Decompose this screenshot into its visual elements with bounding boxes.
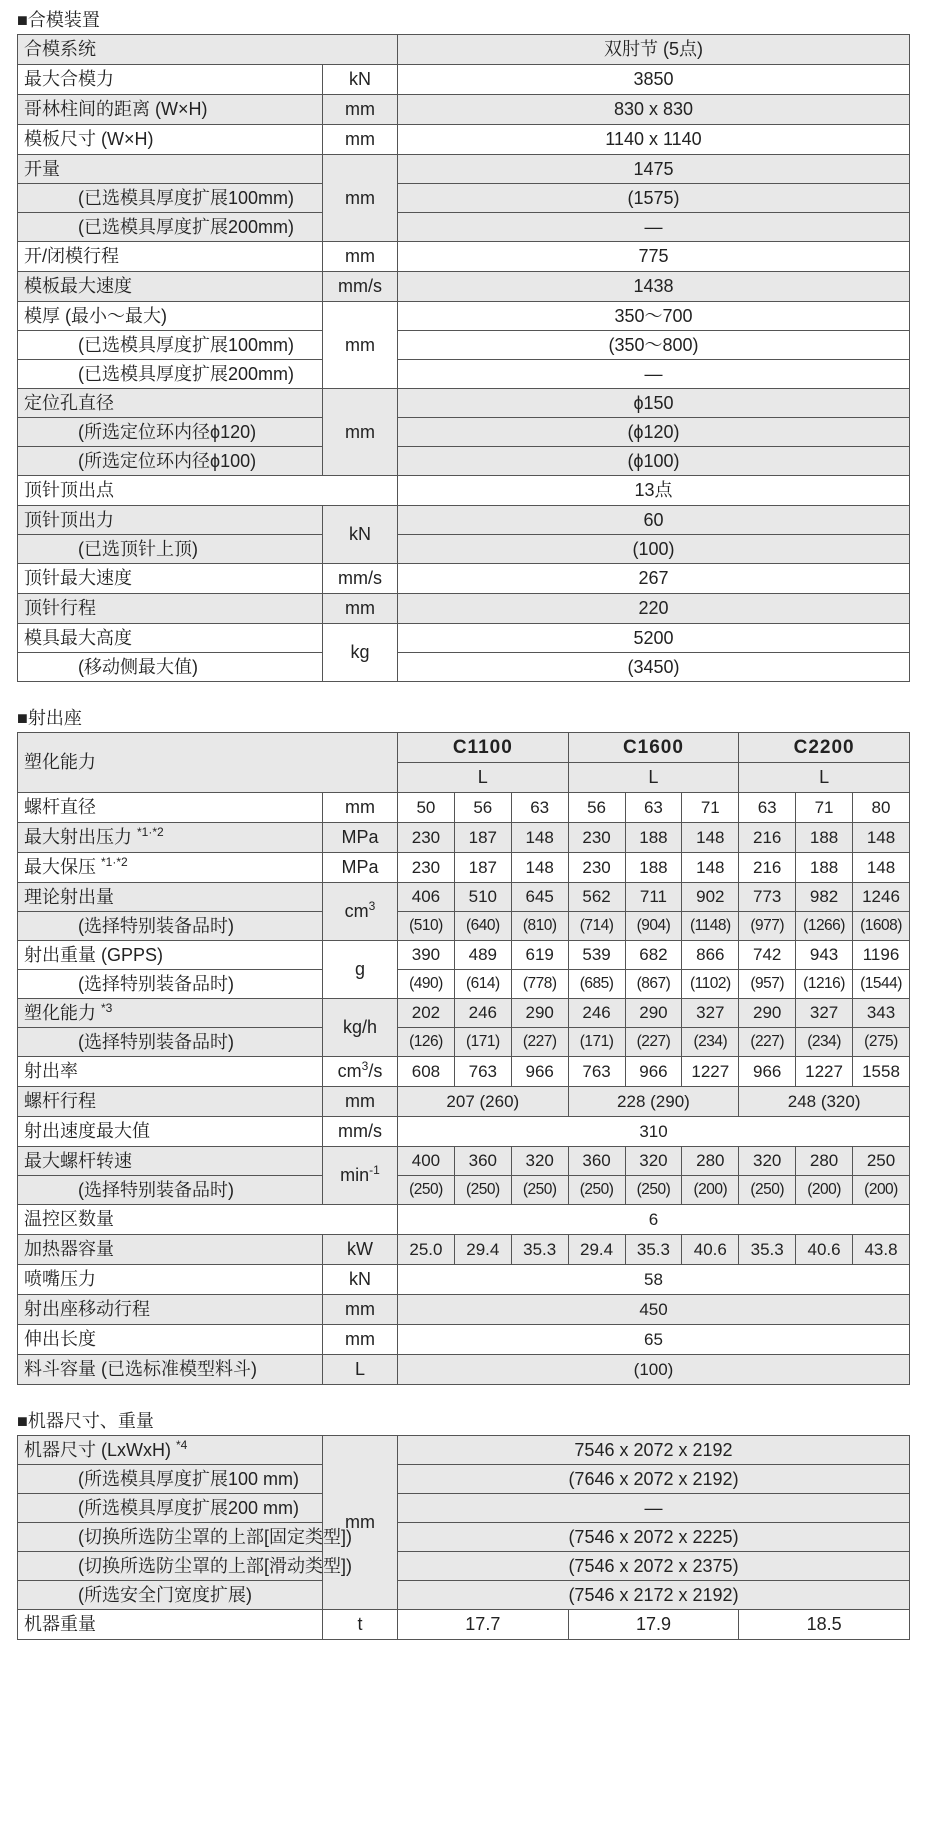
screw-rpm-value: 320 [739, 1147, 796, 1176]
screw-rpm-unit-sup: -1 [369, 1163, 380, 1177]
machine-size-sub-label: (所选安全门宽度扩展) [18, 1581, 323, 1610]
shot-weight-sub-value: (957) [739, 970, 796, 999]
machine-table [17, 1435, 910, 1640]
machine-size-sub-label: (切换所选防尘罩的上部[滑动类型]) [18, 1552, 323, 1581]
rate-value: 966 [625, 1057, 682, 1087]
machine-size-sub-value: (7546 x 2072 x 2375) [398, 1552, 910, 1581]
protrude-unit: mm [323, 1325, 398, 1355]
ejector-speed-value: 267 [398, 564, 910, 594]
theory-vol-sub-value: (810) [511, 912, 568, 941]
screw-dia-value: 63 [511, 793, 568, 823]
model-c2200-sub: L [739, 763, 910, 793]
ejector-speed-label: 顶针最大速度 [18, 564, 323, 594]
max-hold-value: 230 [568, 853, 625, 883]
shot-weight-sub-value: (490) [398, 970, 455, 999]
machine-weight-label: 机器重量 [18, 1610, 323, 1640]
opening-label: 开量 [18, 155, 323, 184]
carriage-label: 射出座移动行程 [18, 1295, 323, 1325]
screw-rpm-value: 360 [454, 1147, 511, 1176]
theory-vol-sub-value: (510) [398, 912, 455, 941]
carriage-unit: mm [323, 1295, 398, 1325]
platen-speed-label: 模板最大速度 [18, 272, 323, 302]
screw-dia-value: 63 [625, 793, 682, 823]
injection-table [17, 732, 910, 1385]
max-hold-value: 216 [739, 853, 796, 883]
mold-thick-sub1-label: (已选模具厚度扩展100mm) [18, 331, 323, 360]
screw-rpm-value: 320 [625, 1147, 682, 1176]
plast-value: 246 [454, 999, 511, 1028]
theory-vol-sub-value: (977) [739, 912, 796, 941]
screw-rpm-unit [323, 1147, 398, 1205]
plast-value: 246 [568, 999, 625, 1028]
screw-dia-value: 56 [568, 793, 625, 823]
theory-vol-label: 理论射出量 [18, 883, 323, 912]
inj-header-label: 塑化能力 [18, 733, 398, 793]
max-pressure-note: *1·*2 [137, 825, 164, 839]
plast-sub-value: (275) [853, 1028, 910, 1057]
theory-vol-sub-value: (714) [568, 912, 625, 941]
max-hold-value: 230 [398, 853, 455, 883]
stroke-value: 775 [398, 242, 910, 272]
shot-weight-sub-label: (选择特别装备品时) [18, 970, 323, 999]
max-pressure-label [18, 823, 323, 853]
opening-unit: mm [323, 155, 398, 242]
machine-size-value: 7546 x 2072 x 2192 [398, 1436, 910, 1465]
inj-speed-value: 310 [398, 1117, 910, 1147]
mold-thick-unit: mm [323, 302, 398, 389]
shot-weight-value: 866 [682, 941, 739, 970]
heater-value: 40.6 [682, 1235, 739, 1265]
heater-value: 29.4 [454, 1235, 511, 1265]
mold-thick-sub2-value: — [398, 360, 910, 389]
shot-weight-sub-value: (1216) [796, 970, 853, 999]
max-pressure-value: 230 [398, 823, 455, 853]
inj-speed-unit: mm/s [323, 1117, 398, 1147]
screw-dia-value: 71 [682, 793, 739, 823]
plast-value: 343 [853, 999, 910, 1028]
plast-sub-value: (171) [454, 1028, 511, 1057]
shot-weight-unit: g [323, 941, 398, 999]
rate-value: 1227 [796, 1057, 853, 1087]
ejector-force-unit: kN [323, 506, 398, 564]
section-title-machine: ■机器尺寸、重量 [17, 1411, 154, 1431]
heater-value: 35.3 [625, 1235, 682, 1265]
screw-rpm-label: 最大螺杆转速 [18, 1147, 323, 1176]
rate-label: 射出率 [18, 1057, 323, 1087]
shot-weight-sub-value: (685) [568, 970, 625, 999]
mold-thick-value: 350～700 [398, 302, 910, 331]
stroke-label: 开/闭模行程 [18, 242, 323, 272]
inj-speed-label: 射出速度最大值 [18, 1117, 323, 1147]
opening-sub1-value: (1575) [398, 184, 910, 213]
max-hold-note: *1·*2 [101, 855, 128, 869]
screw-rpm-sub-value: (250) [625, 1176, 682, 1205]
rate-value: 763 [454, 1057, 511, 1087]
theory-vol-sub-value: (1148) [682, 912, 739, 941]
rate-value: 763 [568, 1057, 625, 1087]
clamp-table [17, 34, 910, 682]
model-c1600-sub: L [568, 763, 739, 793]
screw-dia-label: 螺杆直径 [18, 793, 323, 823]
max-pressure-value: 230 [568, 823, 625, 853]
model-c1600: C1600 [568, 733, 739, 763]
platen-speed-unit: mm/s [323, 272, 398, 302]
section-title-clamp: ■合模装置 [17, 10, 100, 30]
max-hold-value: 188 [625, 853, 682, 883]
theory-vol-value: 982 [796, 883, 853, 912]
locate-sub2-label: (所选定位环内径ϕ100) [18, 447, 323, 476]
protrude-label: 伸出长度 [18, 1325, 323, 1355]
shot-weight-sub-value: (867) [625, 970, 682, 999]
screw-rpm-value: 320 [511, 1147, 568, 1176]
plast-value: 327 [796, 999, 853, 1028]
screw-rpm-sub-value: (250) [454, 1176, 511, 1205]
plast-text: 塑化能力 [24, 1003, 96, 1023]
heater-value: 35.3 [511, 1235, 568, 1265]
plast-label [18, 999, 323, 1028]
max-pressure-value: 148 [853, 823, 910, 853]
screw-dia-unit: mm [323, 793, 398, 823]
plast-sub-value: (234) [796, 1028, 853, 1057]
locate-label: 定位孔直径 [18, 389, 323, 418]
max-hold-value: 187 [454, 853, 511, 883]
machine-weight-value: 18.5 [739, 1610, 910, 1640]
plast-value: 202 [398, 999, 455, 1028]
shot-weight-value: 682 [625, 941, 682, 970]
max-hold-unit: MPa [323, 853, 398, 883]
max-hold-value: 148 [511, 853, 568, 883]
model-c1100-sub: L [398, 763, 569, 793]
nozzle-value: 58 [398, 1265, 910, 1295]
opening-value: 1475 [398, 155, 910, 184]
opening-sub2-value: — [398, 213, 910, 242]
screw-rpm-value: 360 [568, 1147, 625, 1176]
max-pressure-value: 216 [739, 823, 796, 853]
shot-weight-value: 390 [398, 941, 455, 970]
max-clamp-force-unit: kN [323, 65, 398, 95]
shot-weight-sub-value: (1544) [853, 970, 910, 999]
locate-sub2-value: (ϕ100) [398, 447, 910, 476]
plast-unit: kg/h [323, 999, 398, 1057]
theory-vol-value: 562 [568, 883, 625, 912]
theory-vol-value: 773 [739, 883, 796, 912]
theory-vol-value: 902 [682, 883, 739, 912]
max-pressure-text: 最大射出压力 [24, 827, 132, 847]
rate-unit-tail: /s [368, 1061, 383, 1081]
hopper-label: 料斗容量 (已选标准模型料斗) [18, 1355, 323, 1385]
heater-value: 25.0 [398, 1235, 455, 1265]
screw-stroke-value: 228 (290) [568, 1087, 739, 1117]
shot-weight-sub-value: (778) [511, 970, 568, 999]
screw-dia-value: 56 [454, 793, 511, 823]
ejector-stroke-value: 220 [398, 594, 910, 624]
tiebar-distance-value: 830 x 830 [398, 95, 910, 125]
screw-rpm-value: 280 [682, 1147, 739, 1176]
theory-vol-value: 711 [625, 883, 682, 912]
max-pressure-value: 188 [625, 823, 682, 853]
plast-value: 290 [625, 999, 682, 1028]
machine-size-sub-value: (7646 x 2072 x 2192) [398, 1465, 910, 1494]
locate-unit: mm [323, 389, 398, 476]
shot-weight-value: 742 [739, 941, 796, 970]
theory-vol-sub-value: (640) [454, 912, 511, 941]
machine-size-note: *4 [176, 1438, 188, 1452]
screw-dia-value: 80 [853, 793, 910, 823]
shot-weight-sub-value: (614) [454, 970, 511, 999]
plast-note: *3 [101, 1001, 113, 1015]
hopper-value: (100) [398, 1355, 910, 1385]
ejector-force-sub1-label: (已选顶针上顶) [18, 535, 323, 564]
machine-size-sub-value: (7546 x 2072 x 2225) [398, 1523, 910, 1552]
plast-sub-label: (选择特别装备品时) [18, 1028, 323, 1057]
mold-thick-sub2-label: (已选模具厚度扩展200mm) [18, 360, 323, 389]
mold-height-unit: kg [323, 624, 398, 682]
max-pressure-value: 188 [796, 823, 853, 853]
screw-stroke-unit: mm [323, 1087, 398, 1117]
ejector-force-label: 顶针顶出力 [18, 506, 323, 535]
screw-rpm-sub-value: (250) [398, 1176, 455, 1205]
model-c1100: C1100 [398, 733, 569, 763]
zones-label: 温控区数量 [18, 1205, 398, 1235]
max-pressure-value: 187 [454, 823, 511, 853]
heater-value: 43.8 [853, 1235, 910, 1265]
theory-vol-value: 645 [511, 883, 568, 912]
locate-sub1-value: (ϕ120) [398, 418, 910, 447]
screw-rpm-unit-text: min [340, 1165, 370, 1185]
screw-dia-value: 63 [739, 793, 796, 823]
opening-sub2-label: (已选模具厚度扩展200mm) [18, 213, 323, 242]
max-clamp-force-label: 最大合模力 [18, 65, 323, 95]
heater-label: 加热器容量 [18, 1235, 323, 1265]
screw-rpm-sub-value: (200) [853, 1176, 910, 1205]
plast-sub-value: (227) [739, 1028, 796, 1057]
ejector-stroke-label: 顶针行程 [18, 594, 323, 624]
model-c2200: C2200 [739, 733, 910, 763]
theory-vol-sub-label: (选择特别装备品时) [18, 912, 323, 941]
screw-rpm-sub-label: (选择特别装备品时) [18, 1176, 323, 1205]
max-hold-text: 最大保压 [24, 857, 96, 877]
mold-height-sub1-label: (移动侧最大值) [18, 653, 323, 682]
theory-vol-sub-value: (1266) [796, 912, 853, 941]
machine-size-text: 机器尺寸 (LxWxH) [24, 1440, 171, 1460]
screw-rpm-sub-value: (250) [739, 1176, 796, 1205]
protrude-value: 65 [398, 1325, 910, 1355]
machine-size-sub-label: (所选模具厚度扩展100 mm) [18, 1465, 323, 1494]
shot-weight-value: 489 [454, 941, 511, 970]
ejector-points-value: 13点 [398, 476, 910, 506]
rate-value: 966 [511, 1057, 568, 1087]
zones-value: 6 [398, 1205, 910, 1235]
plast-sub-value: (227) [511, 1028, 568, 1057]
machine-size-sub-label: (所选模具厚度扩展200 mm) [18, 1494, 323, 1523]
mold-thick-label: 模厚 (最小～最大) [18, 302, 323, 331]
shot-weight-value: 539 [568, 941, 625, 970]
max-clamp-force-value: 3850 [398, 65, 910, 95]
rate-value: 966 [739, 1057, 796, 1087]
mold-height-sub1-value: (3450) [398, 653, 910, 682]
screw-dia-value: 50 [398, 793, 455, 823]
plast-value: 327 [682, 999, 739, 1028]
screw-stroke-value: 207 (260) [398, 1087, 569, 1117]
plast-value: 290 [739, 999, 796, 1028]
heater-value: 40.6 [796, 1235, 853, 1265]
plast-sub-value: (171) [568, 1028, 625, 1057]
rate-value: 608 [398, 1057, 455, 1087]
platen-size-label: 模板尺寸 (W×H) [18, 125, 323, 155]
hopper-unit: L [323, 1355, 398, 1385]
screw-rpm-value: 400 [398, 1147, 455, 1176]
screw-rpm-value: 280 [796, 1147, 853, 1176]
carriage-value: 450 [398, 1295, 910, 1325]
theory-vol-unit [323, 883, 398, 941]
max-pressure-value: 148 [682, 823, 739, 853]
heater-value: 35.3 [739, 1235, 796, 1265]
theory-vol-unit-sup: 3 [368, 899, 376, 913]
tiebar-distance-label: 哥林柱间的距离 (W×H) [18, 95, 323, 125]
plast-sub-value: (126) [398, 1028, 455, 1057]
rate-value: 1558 [853, 1057, 910, 1087]
tiebar-distance-unit: mm [323, 95, 398, 125]
ejector-stroke-unit: mm [323, 594, 398, 624]
shot-weight-label: 射出重量 (GPPS) [18, 941, 323, 970]
machine-size-sub-label: (切换所选防尘罩的上部[固定类型]) [18, 1523, 323, 1552]
platen-speed-value: 1438 [398, 272, 910, 302]
ejector-force-value: 60 [398, 506, 910, 535]
machine-weight-unit: t [323, 1610, 398, 1640]
locate-value: ϕ150 [398, 389, 910, 418]
screw-rpm-sub-value: (250) [511, 1176, 568, 1205]
screw-rpm-value: 250 [853, 1147, 910, 1176]
max-pressure-value: 148 [511, 823, 568, 853]
theory-vol-value: 406 [398, 883, 455, 912]
machine-size-sub-value: — [398, 1494, 910, 1523]
mold-height-label: 模具最大高度 [18, 624, 323, 653]
max-pressure-unit: MPa [323, 823, 398, 853]
plast-sub-value: (227) [625, 1028, 682, 1057]
screw-rpm-sub-value: (200) [682, 1176, 739, 1205]
mold-height-value: 5200 [398, 624, 910, 653]
stroke-unit: mm [323, 242, 398, 272]
heater-unit: kW [323, 1235, 398, 1265]
opening-sub1-label: (已选模具厚度扩展100mm) [18, 184, 323, 213]
theory-vol-sub-value: (904) [625, 912, 682, 941]
rate-unit-sup: 3 [361, 1059, 369, 1073]
shot-weight-sub-value: (1102) [682, 970, 739, 999]
ejector-points-label: 顶针顶出点 [18, 476, 398, 506]
shot-weight-value: 619 [511, 941, 568, 970]
shot-weight-value: 943 [796, 941, 853, 970]
clamp-system-label: 合模系统 [18, 35, 398, 65]
screw-stroke-label: 螺杆行程 [18, 1087, 323, 1117]
machine-weight-value: 17.7 [398, 1610, 569, 1640]
rate-unit [323, 1057, 398, 1087]
theory-vol-sub-value: (1608) [853, 912, 910, 941]
platen-size-value: 1140 x 1140 [398, 125, 910, 155]
section-title-injection: ■射出座 [17, 708, 82, 728]
screw-rpm-sub-value: (200) [796, 1176, 853, 1205]
plast-value: 290 [511, 999, 568, 1028]
theory-vol-value: 1246 [853, 883, 910, 912]
mold-thick-sub1-value: (350～800) [398, 331, 910, 360]
max-hold-label [18, 853, 323, 883]
ejector-speed-unit: mm/s [323, 564, 398, 594]
max-hold-value: 188 [796, 853, 853, 883]
nozzle-unit: kN [323, 1265, 398, 1295]
machine-size-label [18, 1436, 323, 1465]
screw-rpm-sub-value: (250) [568, 1176, 625, 1205]
clamp-system-value: 双肘节 (5点) [398, 35, 910, 65]
machine-size-sub-value: (7546 x 2172 x 2192) [398, 1581, 910, 1610]
rate-value: 1227 [682, 1057, 739, 1087]
shot-weight-value: 1196 [853, 941, 910, 970]
rate-unit-text: cm [337, 1061, 362, 1081]
nozzle-label: 喷嘴压力 [18, 1265, 323, 1295]
ejector-force-sub1-value: (100) [398, 535, 910, 564]
machine-size-unit: mm [323, 1436, 398, 1610]
locate-sub1-label: (所选定位环内径ϕ120) [18, 418, 323, 447]
machine-weight-value: 17.9 [568, 1610, 739, 1640]
heater-value: 29.4 [568, 1235, 625, 1265]
theory-vol-value: 510 [454, 883, 511, 912]
theory-vol-unit-text: cm [344, 901, 369, 921]
max-hold-value: 148 [682, 853, 739, 883]
screw-stroke-value: 248 (320) [739, 1087, 910, 1117]
max-hold-value: 148 [853, 853, 910, 883]
platen-size-unit: mm [323, 125, 398, 155]
plast-sub-value: (234) [682, 1028, 739, 1057]
screw-dia-value: 71 [796, 793, 853, 823]
